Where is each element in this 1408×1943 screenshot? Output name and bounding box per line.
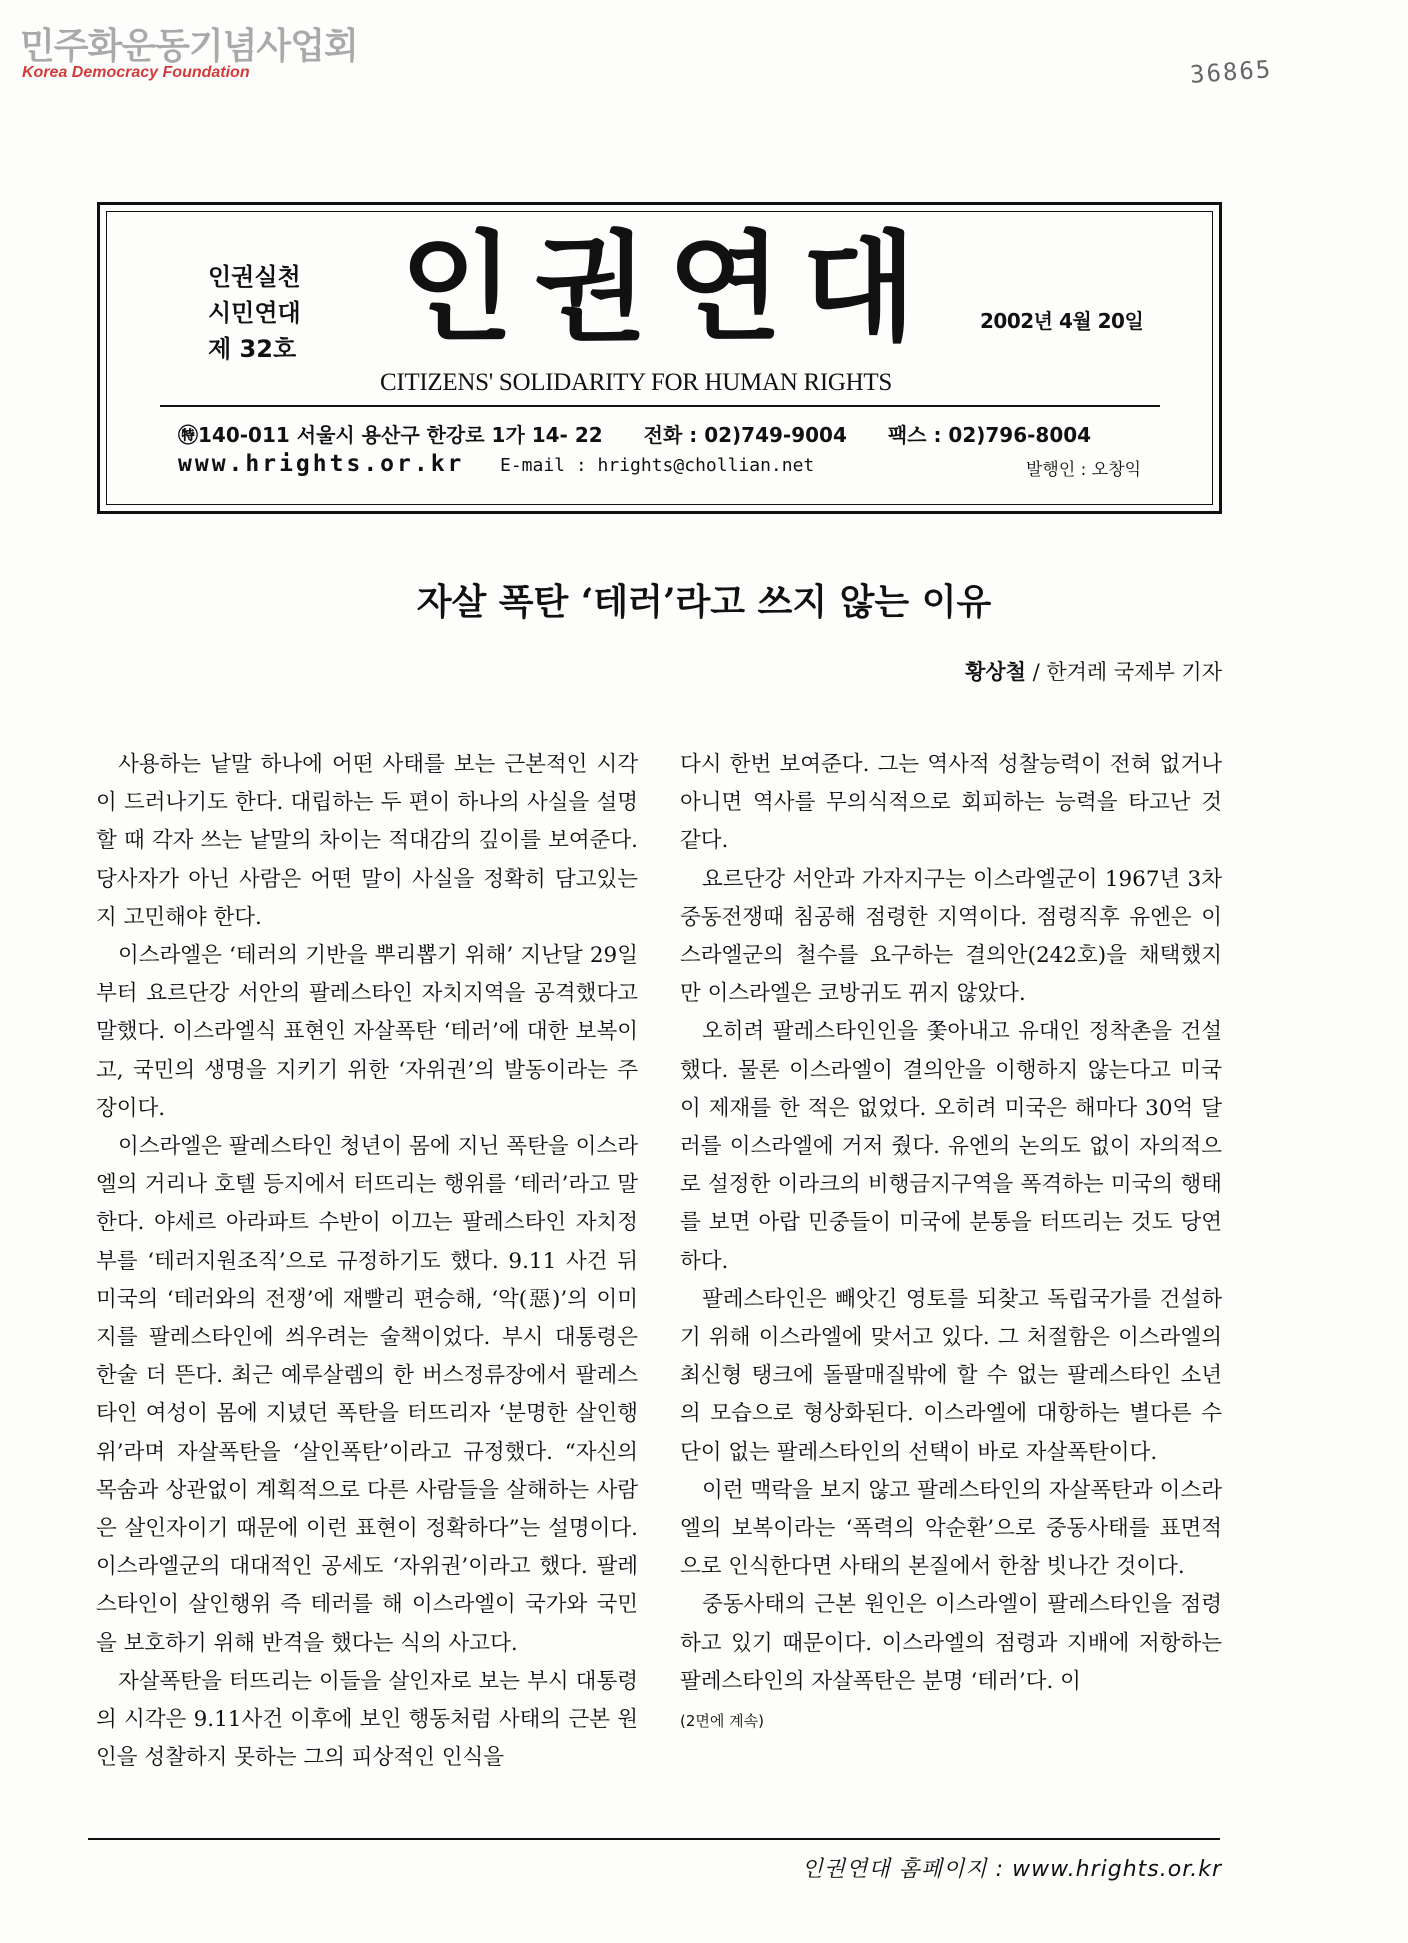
fax: 팩스 : 02)796-8004 xyxy=(887,423,1092,447)
article-column-left xyxy=(96,746,638,1777)
masthead-line-1: 인권실천 xyxy=(208,263,301,291)
publisher: 발행인 : 오창익 xyxy=(1026,460,1142,480)
paragraph: 이런 맥락을 보지 않고 팔레스타인의 자살폭탄과 이스라엘의 보복이라는 ‘폭력의 악순환’으로 중동사태를 표면적으로 인식한다면 사태의 본질에서 한참 빗나간 것이다. xyxy=(680,1477,1222,1580)
article-column-right xyxy=(680,746,1222,1740)
paragraph: 이스라엘은 팔레스타인 청년이 몸에 지닌 폭탄을 이스라엘의 거리나 호텔 등지에서 터뜨리는 행위를 ‘테러’라고 말한다. 야세르 아라파트 수반이 이끄는 팔레스타인 자치정부를 ‘테러지원조직’으로 규정하기도 했다. 9.11 사건 뒤 미국의 ‘테러와의 전쟁’에 재빨리 편승해, ‘악(惡)’의 이미지를 팔레스타인에 씌우려는 술책이었다. 부시 대통령은 한술 더 뜬다. 최근 예루살렘의 한 버스정류장에서 팔레스타인 여성이 몸에 지녔던 폭탄을 터뜨리자 ‘분명한 살인행위’라며 자살폭탄을 ‘살인폭탄’이라고 규정했다. “자신의 목숨과 상관없이 계획적으로 다른 사람들을 살해하는 사람은 살인자이기 때문에 이런 표현이 정확하다”는 설명이다. 이스라엘군의 대대적인 공세도 ‘자위권’이라고 했다. 팔레스타인이 살인행위 즉 테러를 해 이스라엘이 국가와 국민을 보호하기 위해 반격을 했다는 식의 사고다. xyxy=(96,1134,638,1656)
author-name: 황상철 xyxy=(965,659,1026,684)
masthead-issue-info xyxy=(208,259,301,367)
foundation-logo-english: Korea Democracy Foundation xyxy=(22,64,250,81)
email: E-mail : hrights@chollian.net xyxy=(500,455,815,476)
issue-date: 2002년 4월 20일 xyxy=(980,309,1144,333)
author-affiliation: / 한겨레 국제부 기자 xyxy=(1032,660,1222,684)
masthead xyxy=(97,202,1222,514)
continued-line xyxy=(680,1701,1222,1740)
phone: 전화 : 02)749-9004 xyxy=(643,423,847,447)
continued-note: (2면에 계속) xyxy=(680,1712,764,1731)
foundation-logo-korean: 민주화운동기념사업회 xyxy=(20,26,358,67)
newsletter-title: 인권연대 xyxy=(400,219,936,357)
english-name: CITIZENS' SOLIDARITY FOR HUMAN RIGHTS xyxy=(380,369,892,396)
address: ㊕140-011 서울시 용산구 한강로 1가 14- 22 xyxy=(178,423,603,447)
website: www.hrights.or.kr xyxy=(178,451,465,477)
paragraph: 이스라엘은 ‘테러의 기반을 뿌리뽑기 위해’ 지난달 29일부터 요르단강 서안의 팔레스타인 자치지역을 공격했다고 말했다. 이스라엘식 표현인 자살폭탄 ‘테러’에 대한 보복이고, 국민의 생명을 지키기 위한 ‘자위권’의 발동이라는 주장이다. xyxy=(96,943,638,1121)
byline xyxy=(965,656,1222,686)
paragraph: 다시 한번 보여준다. 그는 역사적 성찰능력이 전혀 없거나 아니면 역사를 무의식적으로 회피하는 능력을 타고난 것 같다. xyxy=(680,752,1222,854)
paragraph: 팔레스타인은 빼앗긴 영토를 되찾고 독립국가를 건설하기 위해 이스라엘에 맞서고 있다. 그 처절함은 이스라엘의 최신형 탱크에 돌팔매질밖에 할 수 없는 팔레스타인 소년의 모습으로 형상화된다. 이스라엘에 대항하는 별다른 수단이 없는 팔레스타인의 선택이 바로 자살폭탄이다. xyxy=(680,1286,1222,1465)
masthead-divider xyxy=(160,405,1160,407)
paragraph: 요르단강 서안과 가자지구는 이스라엘군이 1967년 3차 중동전쟁때 침공해 점령한 지역이다. 점령직후 유엔은 이스라엘군의 철수를 요구하는 결의안(242호)을 채택했지만 이스라엘은 코방귀도 뀌지 않았다. xyxy=(680,866,1222,1007)
paragraph: 자살폭탄을 터뜨리는 이들을 살인자로 보는 부시 대통령의 시각은 9.11사건 이후에 보인 행동처럼 사태의 근본 원인을 성찰하지 못하는 그의 피상적인 인식을 xyxy=(96,1668,638,1771)
contact-line xyxy=(178,419,1125,448)
article-headline: 자살 폭탄 ‘테러’라고 쓰지 않는 이유 xyxy=(416,581,992,623)
archive-number: 36865 xyxy=(1189,55,1274,89)
paragraph: 사용하는 낱말 하나에 어떤 사태를 보는 근본적인 시각이 드러나기도 한다. 대립하는 두 편이 하나의 사실을 설명할 때 각자 쓰는 낱말의 차이는 적대감의 깊이를 보여준다. 당사자가 아닌 사람은 어떤 말이 사실을 정확히 담고있는지 고민해야 한다. xyxy=(96,752,638,930)
paragraph: 중동사태의 근본 원인은 이스라엘이 팔레스타인을 점령하고 있기 때문이다. 이스라엘의 점령과 지배에 저항하는 팔레스타인의 자살폭탄은 분명 ‘테러’다. 이 xyxy=(680,1592,1222,1694)
footer-homepage: 인권연대 홈페이지 : www.hrights.or.kr xyxy=(801,1857,1222,1882)
footer-divider xyxy=(88,1838,1220,1840)
masthead-line-2: 시민연대 xyxy=(208,299,301,327)
masthead-issue-number: 제 32호 xyxy=(208,335,297,363)
paragraph: 오히려 팔레스타인인을 쫓아내고 유대인 정착촌을 건설했다. 물론 이스라엘이 결의안을 이행하지 않는다고 미국이 제재를 한 적은 없었다. 오히려 미국은 해마다 30억 달러를 이스라엘에 거저 줬다. 유엔의 논의도 없이 자의적으로 설정한 이라크의 비행금지구역을 폭격하는 미국의 행태를 보면 아랍 민중들이 미국에 분통을 터뜨리는 것도 당연하다. xyxy=(680,1019,1222,1274)
